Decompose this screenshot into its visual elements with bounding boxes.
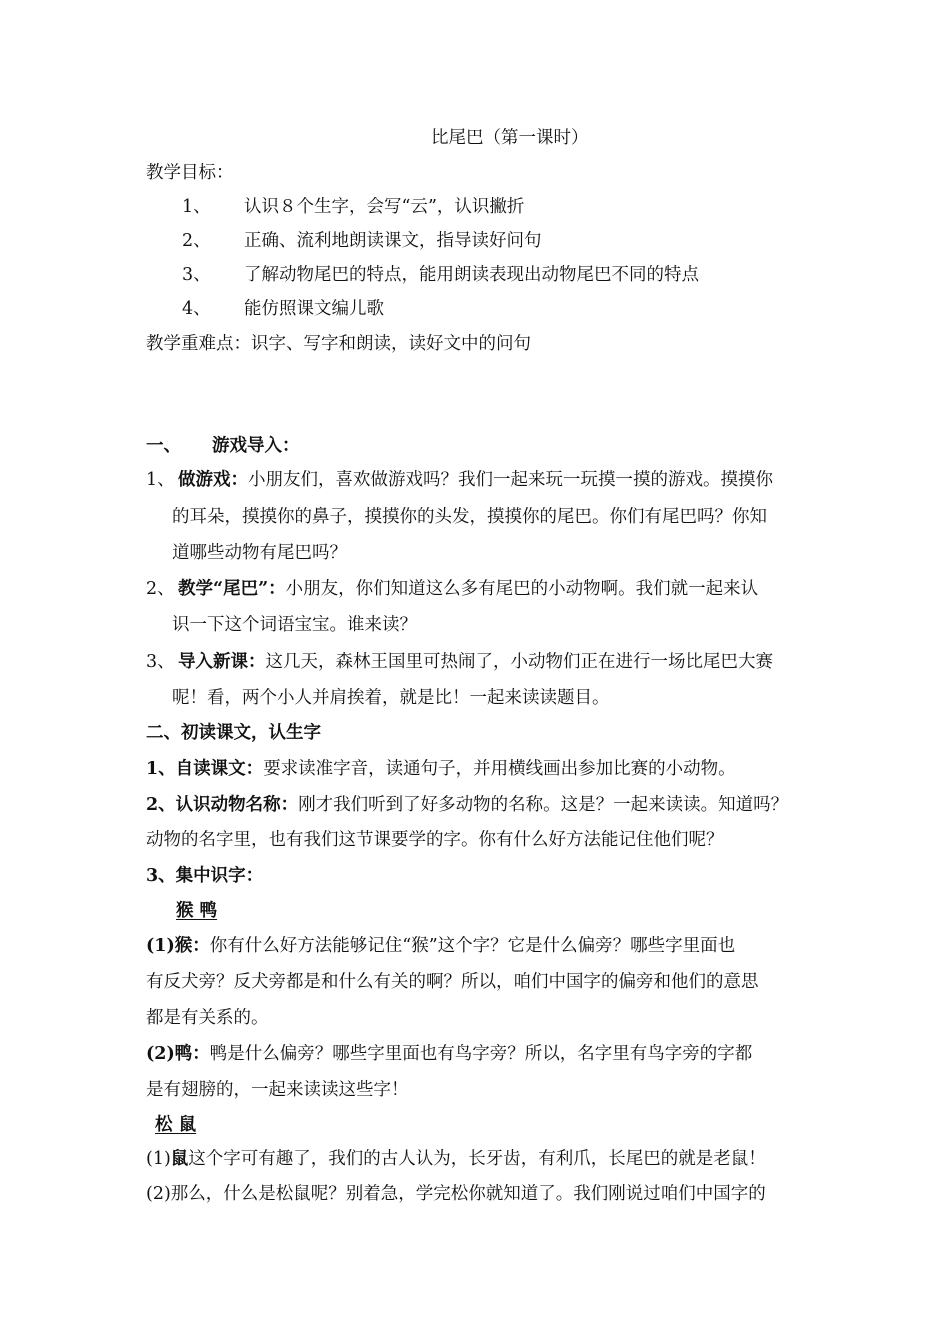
goal-text: 了解动物尾巴的特点，能用朗读表现出动物尾巴不同的特点 — [244, 265, 699, 285]
item-text-line: 是有翅膀的，一起来读读这些字！ — [146, 1080, 409, 1100]
goal-item — [182, 230, 542, 252]
section1-number: 一、 — [146, 436, 181, 456]
list-item — [146, 758, 736, 780]
goals-heading: 教学目标： — [146, 163, 234, 183]
char-paragraph — [146, 1043, 752, 1065]
char-group-title — [146, 1114, 196, 1136]
item-number: 1、 — [146, 470, 175, 490]
item-label: 2、认识动物名称： — [146, 795, 299, 815]
section1-heading — [146, 435, 300, 457]
item-label: 1、自读课文： — [146, 759, 264, 779]
item-text-line: 的耳朵，摸摸你的鼻子，摸摸你的头发，摸摸你的尾巴。你们有尾巴吗？你知 — [172, 507, 767, 527]
goal-number: 2、 — [182, 231, 211, 251]
item-text: 刚才我们听到了好多动物的名称。这是？一起来读读。知道吗？ — [298, 795, 789, 815]
list-item — [146, 578, 758, 600]
goal-item — [182, 298, 384, 320]
list-item — [146, 794, 788, 816]
item-text: 小朋友，你们知道这么多有尾巴的小动物啊。我们就一起来认 — [285, 579, 759, 599]
item-text-line: 呢！看，两个小人并肩挨着，就是比！一起来读读题目。 — [172, 688, 610, 708]
goal-item — [182, 196, 524, 218]
item-number: 2、 — [146, 579, 175, 599]
char-group-text: 猴 鸭 — [176, 901, 218, 921]
char-group-text: 松 鼠 — [155, 1115, 197, 1135]
char-group-title — [146, 900, 217, 922]
item-text: 这几天，森林王国里可热闹了，小动物们正在进行一场比尾巴大赛 — [265, 652, 773, 672]
item-text: 小朋友们，喜欢做游戏吗？我们一起来玩一玩摸一摸的游戏。摸摸你 — [248, 470, 773, 490]
char-text: 这个字可有趣了，我们的古人认为，长牙齿，有利爪，长尾巴的就是老鼠！ — [188, 1149, 766, 1169]
page-title: 比尾巴（第一课时） — [431, 128, 589, 148]
item-text-line: 有反犬旁？反犬旁都是和什么有关的啊？所以，咱们中国字的偏旁和他们的意思 — [146, 972, 759, 992]
char-label: 鼠 — [170, 1149, 189, 1169]
char-text: 鸭是什么偏旁？哪些字里面也有鸟字旁？所以，名字里有鸟字旁的字都 — [209, 1044, 753, 1064]
item-label: 导入新课： — [178, 652, 266, 672]
list-item — [146, 651, 773, 673]
list-item — [146, 469, 773, 491]
item-label: 3、集中识字： — [146, 866, 264, 886]
goal-number: 3、 — [182, 265, 211, 285]
item-text-line: 动物的名字里，也有我们这节课要学的字。你有什么好方法能记住他们呢？ — [146, 830, 724, 850]
item-text-line: 都是有关系的。 — [146, 1008, 269, 1028]
char-label: (1)猴： — [146, 936, 210, 956]
item-text-line: 道哪些动物有尾巴吗？ — [172, 543, 347, 563]
item-text-line: 识一下这个词语宝宝。谁来读？ — [172, 615, 417, 635]
item-label: 教学“尾巴”： — [178, 579, 286, 599]
goal-text: 能仿照课文编儿歌 — [244, 299, 384, 319]
char-paragraph: (2)那么，什么是松鼠呢？别着急，学完松你就知道了。我们刚说过咱们中国字的 — [146, 1184, 766, 1204]
goal-text: 认识８个生字，会写“云”，认识撇折 — [244, 197, 525, 217]
section2-heading: 二、初读课文，认生字 — [146, 723, 321, 743]
char-text: 你有什么好方法能够记住“猴”这个字？它是什么偏旁？哪些字里面也 — [209, 936, 736, 956]
item-number: 3、 — [146, 652, 175, 672]
goal-number: 1、 — [182, 197, 211, 217]
char-paragraph — [146, 1148, 766, 1170]
char-label: (2)鸭： — [146, 1044, 210, 1064]
goal-number: 4、 — [182, 299, 211, 319]
key-points: 教学重难点：识字、写字和朗读，读好文中的问句 — [146, 334, 531, 354]
section1-title: 游戏导入： — [212, 436, 300, 456]
goal-item — [182, 264, 699, 286]
item-label: 做游戏： — [178, 470, 248, 490]
goal-text: 正确、流利地朗读课文，指导读好问句 — [244, 231, 542, 251]
char-number: (1) — [146, 1149, 171, 1169]
item-text: 要求读准字音，读通句子，并用横线画出参加比赛的小动物。 — [263, 759, 736, 779]
char-paragraph — [146, 935, 735, 957]
